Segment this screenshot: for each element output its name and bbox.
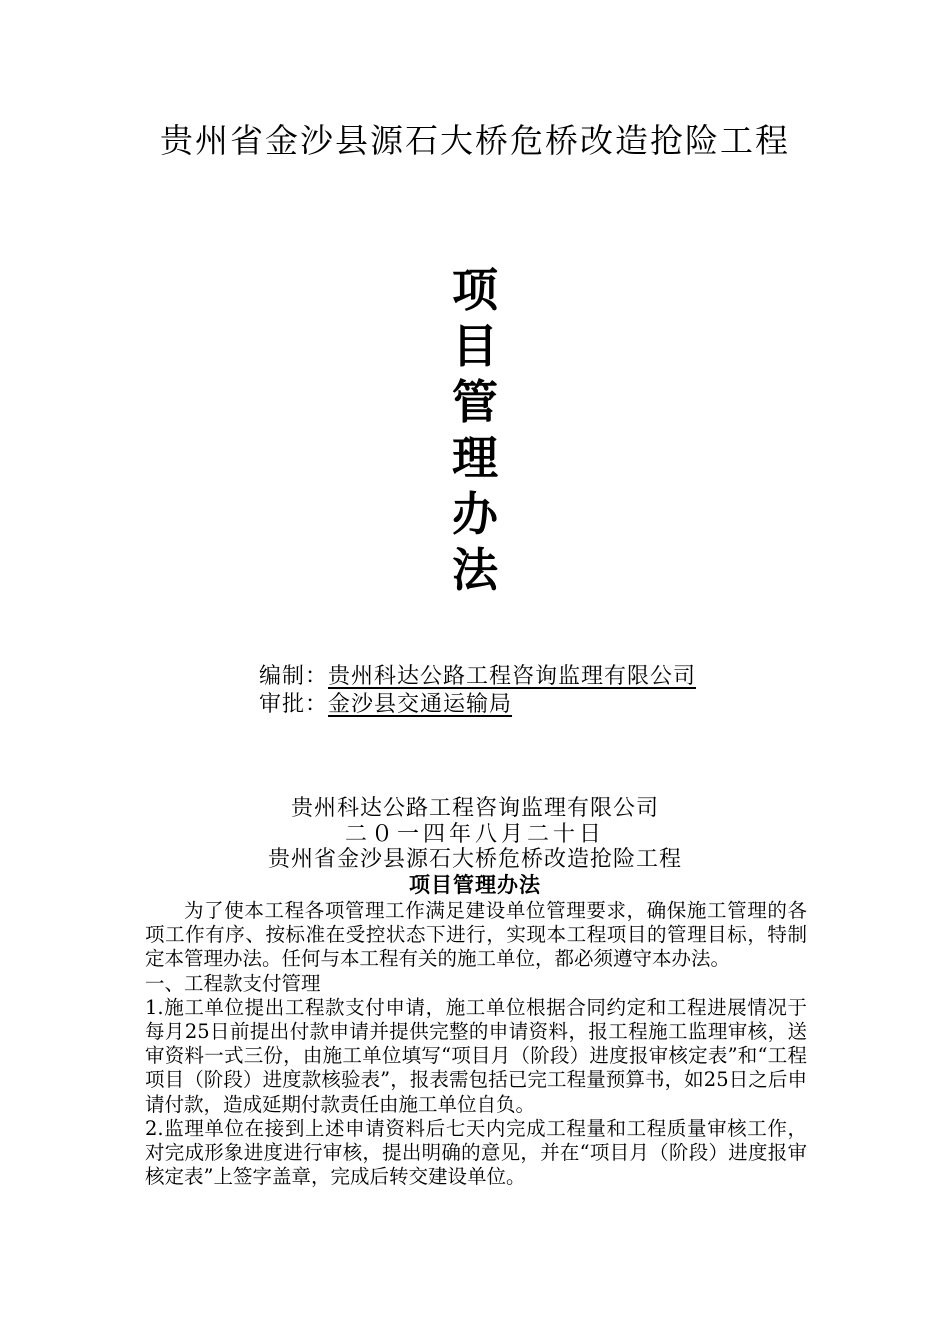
compiled-by-value: 贵州科达公路工程咨询监理有限公司 <box>328 664 697 689</box>
approved-by-value: 金沙县交通运输局 <box>328 692 513 717</box>
main-title-char: 理 <box>452 431 498 485</box>
intro-paragraph: 为了使本工程各项管理工作满足建设单位管理要求，确保施工管理的各项工作有序、按标准在受控状态下进行，实现本工程项目的管理目标，特制定本管理办法。任何与本工程有关的施工单位，都必须遵守本办法。 <box>145 899 807 971</box>
approved-by-line <box>259 690 512 720</box>
main-title-char: 管 <box>452 375 498 429</box>
issue-date: 二０一四年八月二十日 <box>344 822 605 847</box>
main-title-char: 项 <box>452 263 498 317</box>
list-item: 1.施工单位提出工程款支付申请，施工单位根据合同约定和工程进展情况于每月25日前提出付款申请并提供完整的申请资料，报工程施工监理审核，送审资料一式三份，由施工单位填写“项目月（阶段）进度报审核定表”和“工程项目（阶段）进度款核验表”，报表需包括已完工程量预算书，如25日之后申请付款，造成延期付款责任由施工单位自负。 <box>145 995 807 1116</box>
main-title-char: 办 <box>452 487 498 541</box>
main-title-char: 目 <box>452 319 498 373</box>
body-text <box>145 899 807 1189</box>
main-title-char: 法 <box>452 543 498 597</box>
main-title <box>0 262 950 598</box>
approved-by-label: 审批： <box>259 692 329 717</box>
section-heading: 一、工程款支付管理 <box>145 971 321 995</box>
project-title-2: 贵州省金沙县源石大桥危桥改造抢险工程 <box>267 847 682 872</box>
doc-title: 项目管理办法 <box>409 873 541 897</box>
compiled-by-label: 编制： <box>259 664 329 689</box>
project-title: 贵州省金沙县源石大桥危桥改造抢险工程 <box>160 121 790 160</box>
issuer-name: 贵州科达公路工程咨询监理有限公司 <box>290 796 659 821</box>
compiled-by-line <box>259 662 696 692</box>
list-item: 2.监理单位在接到上述申请资料后七天内完成工程量和工程质量审核工作，对完成形象进度进行审核，提出明确的意见，并在“项目月（阶段）进度报审核定表”上签字盖章，完成后转交建设单位。 <box>145 1116 807 1189</box>
